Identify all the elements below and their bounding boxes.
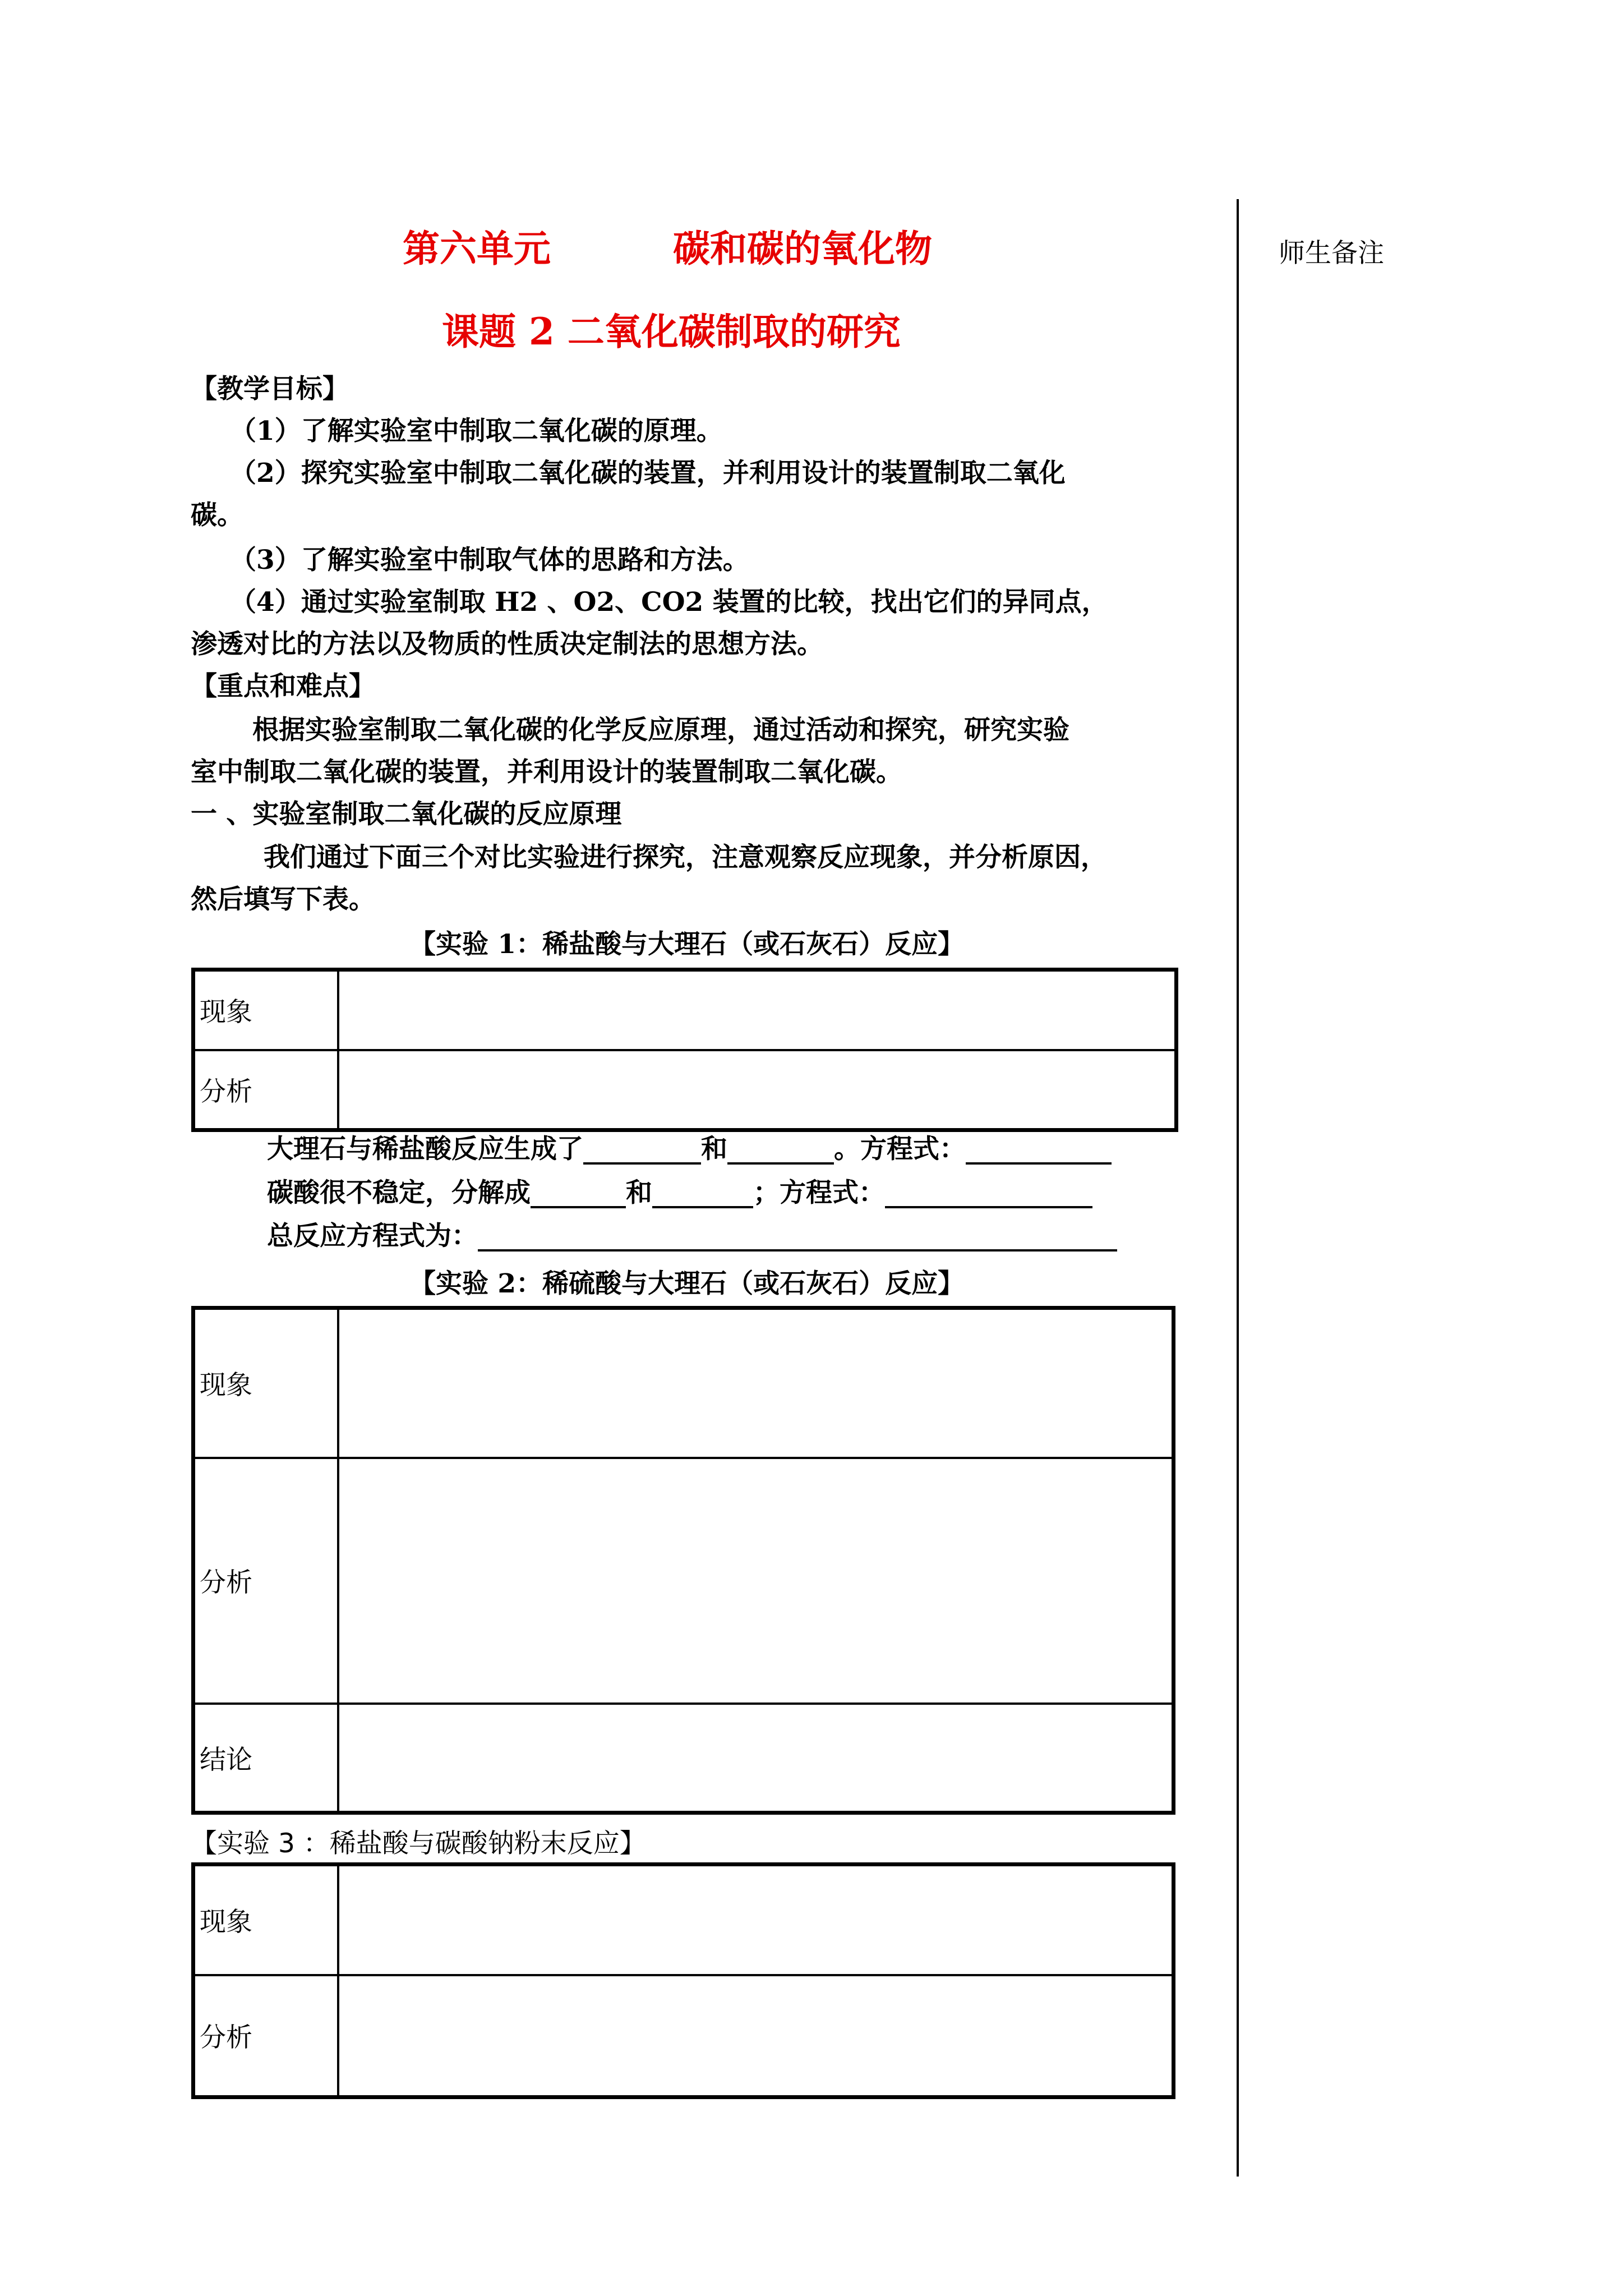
exp3-heading: 【实验 3 ：稀盐酸与碳酸钠粉末反应】 (191, 1828, 646, 1859)
key-text-2: 室中制取二氧化碳的装置，并利用设计的装置制取二氧化碳。 (191, 757, 902, 788)
lesson-title: 课题 2 二氧化碳制取的研究 (442, 310, 901, 353)
unit-title: 第六单元 (403, 227, 551, 270)
margin-divider-line (1237, 199, 1239, 2177)
exp3-table (191, 1862, 1175, 2099)
fill-text: 碳酸很不稳定，分解成 (267, 1177, 531, 1208)
fill-line-2 (267, 1177, 1092, 1208)
exp2-row-label: 分析 (193, 1458, 339, 1704)
fill-line-3 (267, 1223, 1117, 1251)
answer-blank[interactable] (478, 1223, 1117, 1251)
answer-blank[interactable] (885, 1180, 1092, 1208)
objective-4-cont: 渗透对比的方法以及物质的性质决定制法的思想方法。 (191, 629, 823, 660)
fill-text: 。方程式： (834, 1134, 966, 1165)
section1-intro-2: 然后填写下表。 (191, 884, 375, 915)
sidebar-note: 师生备注 (1279, 238, 1384, 269)
objective-3: （3）了解实验室中制取气体的思路和方法。 (230, 545, 749, 576)
exp2-row-label: 结论 (193, 1704, 339, 1813)
exp2-row-label: 现象 (193, 1308, 339, 1458)
fill-line-1 (267, 1136, 1112, 1165)
exp3-answer-cell[interactable] (338, 1865, 1174, 1975)
exp1-row-label: 现象 (193, 970, 339, 1050)
key-heading: 【重点和难点】 (191, 671, 375, 702)
exp1-heading: 【实验 1：稀盐酸与大理石（或石灰石）反应】 (409, 929, 965, 960)
exp1-table (191, 968, 1178, 1132)
exp2-answer-cell[interactable] (338, 1704, 1174, 1813)
exp2-table (191, 1306, 1175, 1815)
fill-text: 和 (701, 1134, 727, 1165)
exp2-answer-cell[interactable] (338, 1308, 1174, 1458)
answer-blank[interactable] (727, 1136, 834, 1165)
exp1-answer-cell[interactable] (338, 1050, 1177, 1130)
answer-blank[interactable] (966, 1136, 1112, 1165)
answer-blank[interactable] (531, 1180, 626, 1208)
objective-1: （1）了解实验室中制取二氧化碳的原理。 (230, 416, 723, 447)
exp1-row-label: 分析 (193, 1050, 339, 1130)
exp3-row-label: 现象 (193, 1865, 339, 1975)
exp2-heading: 【实验 2：稀硫酸与大理石（或石灰石）反应】 (409, 1268, 965, 1299)
objective-4: （4）通过实验室制取 H2 、O2、CO2 装置的比较，找出它们的异同点， (230, 587, 1108, 618)
answer-blank[interactable] (583, 1136, 701, 1165)
unit-subtitle: 碳和碳的氧化物 (673, 227, 932, 270)
objectives-heading: 【教学目标】 (191, 374, 349, 404)
exp1-answer-cell[interactable] (338, 970, 1177, 1050)
exp2-answer-cell[interactable] (338, 1458, 1174, 1704)
fill-text: 大理石与稀盐酸反应生成了 (267, 1134, 583, 1165)
key-text-1: 根据实验室制取二氧化碳的化学反应原理，通过活动和探究，研究实验 (252, 715, 1069, 746)
exp3-answer-cell[interactable] (338, 1975, 1174, 2097)
section1-intro-1: 我们通过下面三个对比实验进行探究，注意观察反应现象，并分析原因， (264, 842, 1107, 873)
objective-2-cont: 碳。 (191, 500, 243, 531)
exp3-row-label: 分析 (193, 1975, 339, 2097)
objective-2: （2）探究实验室中制取二氧化碳的装置，并利用设计的装置制取二氧化 (230, 458, 1066, 489)
fill-text: 和 (626, 1177, 652, 1208)
fill-text: 总反应方程式为： (267, 1221, 478, 1251)
fill-text: ；方程式： (753, 1177, 885, 1208)
section1-heading: 一 、实验室制取二氧化碳的反应原理 (191, 799, 622, 830)
answer-blank[interactable] (652, 1180, 753, 1208)
